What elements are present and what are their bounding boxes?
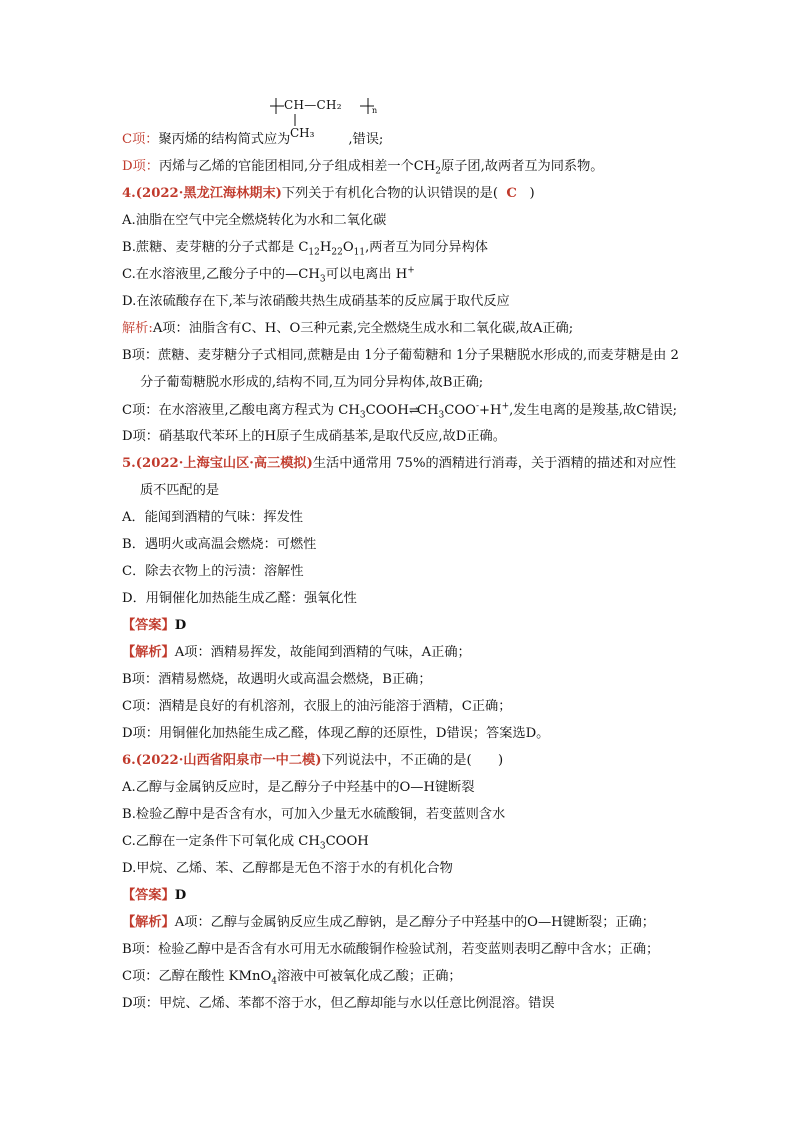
- question-6-option-d: D.甲烷、乙烯、苯、乙醇都是无色不溶于水的有机化合物: [122, 861, 453, 876]
- question-4-explanation-b-line1: B项：蔗糖、麦芽糖分子式相同,蔗糖是由 1分子葡萄糖和 1分子果糖脱水形成的,而麦芽糖是由 2: [122, 348, 679, 363]
- formula-backbone: CH—CH₂: [284, 98, 342, 112]
- question-6-answer: 【答案】D: [122, 888, 187, 903]
- question-4-explanation-b-line2: 分子葡萄糖脱水形成的,结构不同,互为同分异构体,故B正确;: [140, 375, 484, 390]
- formula-subscript-n: n: [372, 106, 378, 115]
- question-6-explanation-c: C项：乙醇在酸性 KMnO$_4$溶液中可被氧化成乙酸；正确；: [122, 969, 462, 987]
- question-4-explanation-a: 解析:A项：油脂含有C、H、O三种元素,完全燃烧生成水和二氧化碳,故A正确;: [122, 321, 574, 336]
- question-4-explanation-d: D项：硝基取代苯环上的H原子生成硝基苯,是取代反应,故D正确。: [122, 429, 506, 444]
- question-6-option-c: C.乙醇在一定条件下可氧化成 $CH_3COOH$: [122, 834, 369, 852]
- question-4-explanation-c: C项：在水溶液里,乙酸电离方程式为 $CH_3COOH\rightleftharpoons CH_3COO^-+H^+$,发生电离的是羧基,故C错误;: [122, 401, 678, 421]
- question-5-explanation-a: 【解析】A项：酒精易挥发，故能闻到酒精的气味，A正确；: [122, 645, 471, 660]
- q3-explanation-c: C项：聚丙烯的结构简式应为 ,错误;: [122, 132, 384, 147]
- question-4-stem: 4.(2022·黑龙江海林期末)下列关于有机化合物的认识错误的是( C ): [122, 186, 535, 201]
- question-5-stem-line1: 5.(2022·上海宝山区·高三模拟)生活中通常用 75%的酒精进行消毒，关于酒精的描述和对应性: [122, 456, 677, 471]
- question-4-answer: C: [506, 186, 517, 201]
- q3-explanation-d: D项：丙烯与乙烯的官能团相同,分子组成相差一个$CH_2$原子团,故两者互为同系物。: [122, 159, 604, 177]
- question-5-option-a: A．能闻到酒精的气味：挥发性: [122, 510, 303, 525]
- equilibrium-arrow-icon: ⇌: [408, 403, 417, 417]
- question-6-stem: 6.(2022·山西省阳泉市一中二模)下列说法中，不正确的是( ): [122, 753, 504, 768]
- question-5-explanation-d: D项：用铜催化加热能生成乙醛，体现乙醇的还原性，D错误；答案选D。: [122, 726, 550, 741]
- formula-branch: CH₃: [290, 126, 315, 140]
- question-5-option-c: C．除去衣物上的污渍：溶解性: [122, 564, 304, 579]
- question-5-stem-line2: 质不匹配的是: [140, 483, 220, 498]
- question-6-option-a: A.乙醇与金属钠反应时，是乙醇分子中羟基中的O—H键断裂: [122, 780, 475, 795]
- question-5-option-b: B．遇明火或高温会燃烧：可燃性: [122, 537, 317, 552]
- question-4-option-b: B.蔗糖、麦芽糖的分子式都是 $C_{12}H_{22}O_{11}$,两者互为同分异构体: [122, 240, 488, 258]
- question-6-explanation-d: D项：甲烷、乙烯、苯都不溶于水，但乙醇却能与水以任意比例混溶。错误: [122, 996, 555, 1011]
- question-4-option-c: C.在水溶液里,乙酸分子中的$—CH_3$可以电离出 H+: [122, 265, 415, 285]
- question-5-option-d: D．用铜催化加热能生成乙醛：强氧化性: [122, 591, 357, 606]
- question-5-answer: 【答案】D: [122, 618, 187, 633]
- question-6-explanation-a: 【解析】A项：乙醇与金属钠反应生成乙醇钠，是乙醇分子中羟基中的O—H键断裂；正确；: [122, 915, 655, 930]
- question-4-option-a: A.油脂在空气中完全燃烧转化为水和二氧化碳: [122, 213, 387, 228]
- question-5-explanation-b: B项：酒精易燃烧，故遇明火或高温会燃烧，B正确；: [122, 672, 432, 687]
- question-5-explanation-c: C项：酒精是良好的有机溶剂，衣服上的油污能溶于酒精，C正确；: [122, 699, 512, 714]
- question-6-explanation-b: B项：检验乙醇中是否含有水可用无水硫酸铜作检验试剂，若变蓝则表明乙醇中含水；正确；: [122, 942, 660, 957]
- question-6-option-b: B.检验乙醇中是否含有水，可加入少量无水硫酸铜，若变蓝则含水: [122, 807, 506, 822]
- question-4-option-d: D.在浓硫酸存在下,苯与浓硝酸共热生成硝基苯的反应属于取代反应: [122, 294, 510, 309]
